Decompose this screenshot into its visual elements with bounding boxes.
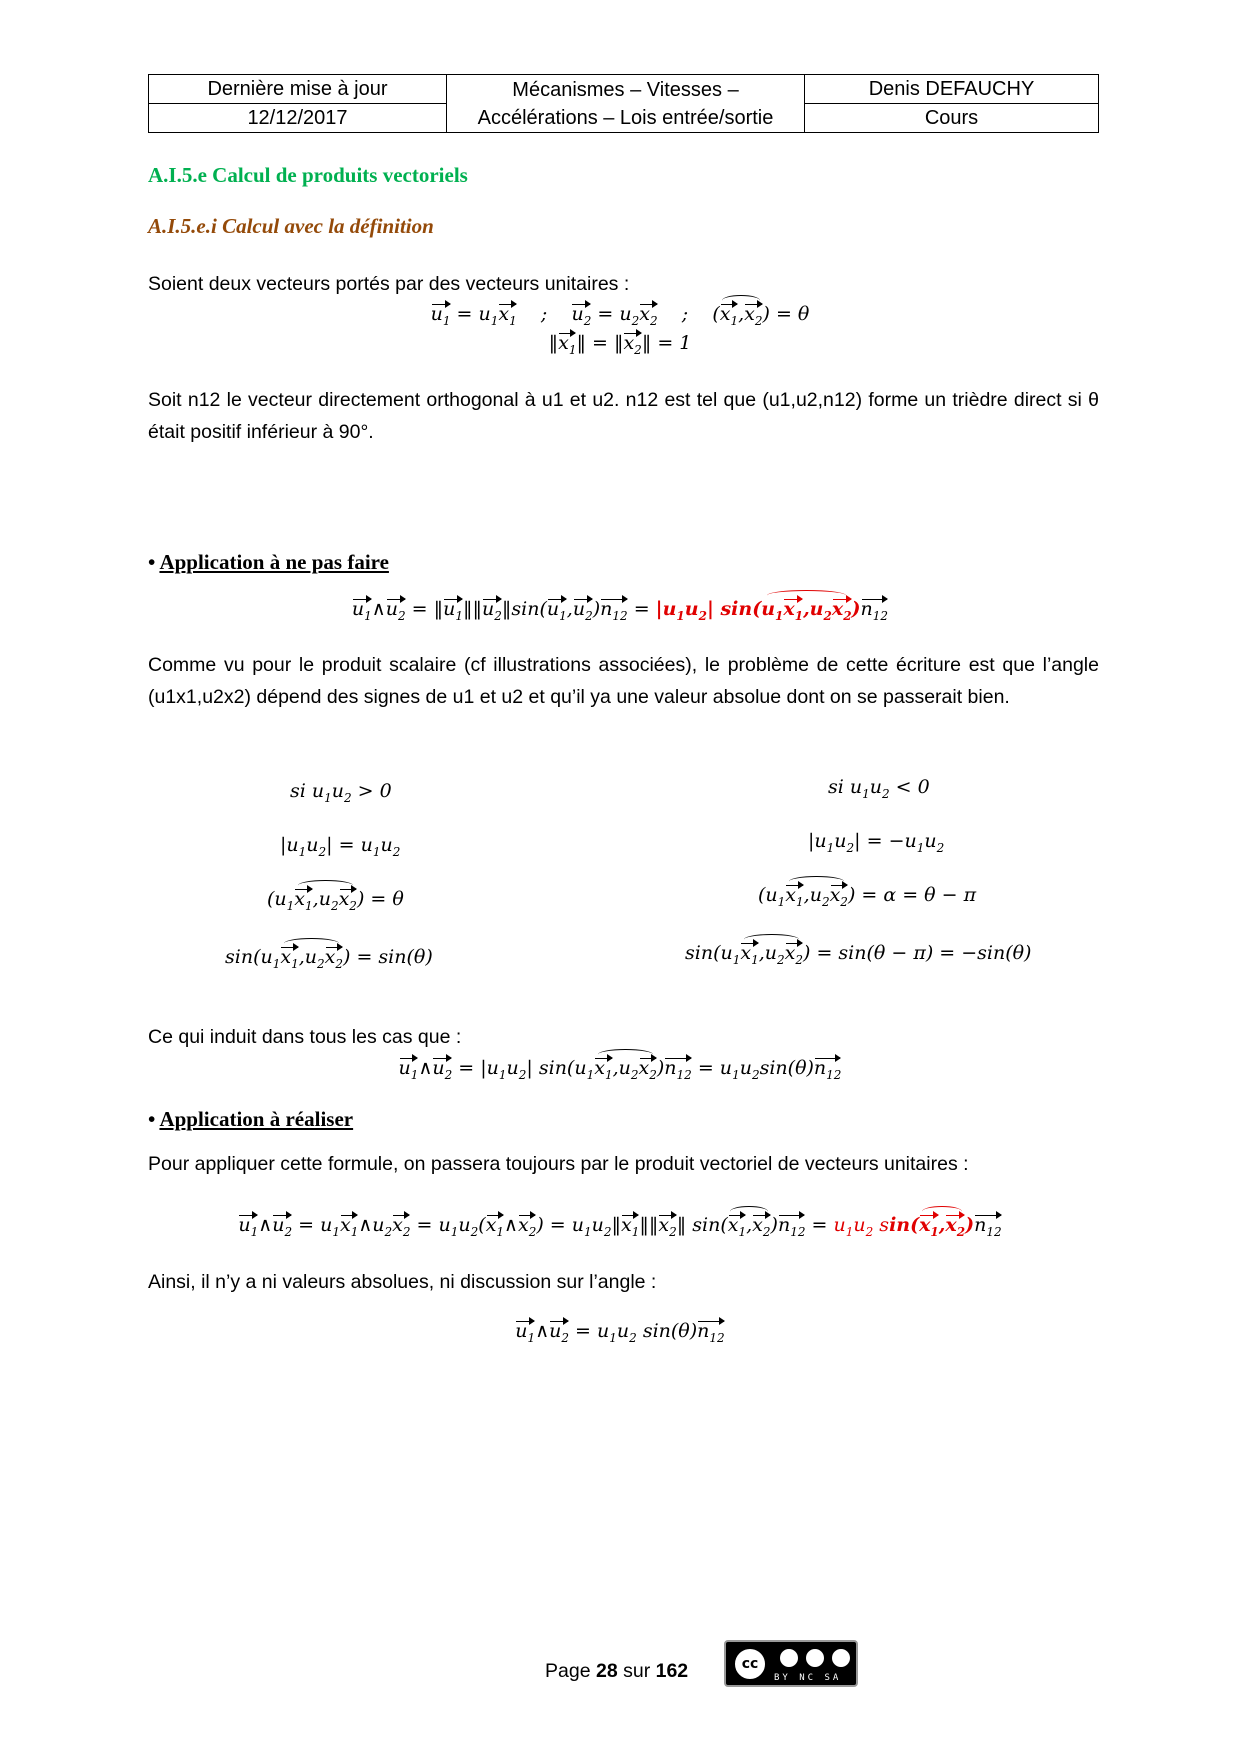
bullet-dont-apply: • Application à ne pas faire bbox=[148, 550, 389, 574]
page-number: 28 bbox=[595, 1660, 618, 1682]
equation-definition: $u_1\wedge u_2$ = $‖u_1‖‖u_2‖\sin(u_1,u_2)n_{12} = |u_1u_2|$ $\sin(u_1x_1,u_2x_2)n_{12}$ bbox=[351, 598, 889, 623]
case-positive-condition: si $u_1u_2 > 0$ bbox=[290, 780, 392, 805]
case-negative-abs: $|u_1u_2| = -u_1u_2$ bbox=[808, 830, 945, 855]
problem-paragraph: Comme vu pour le produit scalaire (cf illustrations associées), le problème de cette écriture est que l’angle (u1x1,u2x2) dépend des signes de u1 et u2 et qu’il ya une valeur absolue dont on se passerait bien. bbox=[148, 654, 1099, 708]
cc-icon: cc bbox=[732, 1646, 768, 1682]
header-author: Denis DEFAUCHY bbox=[805, 75, 1099, 104]
conclusion-intro: Ce qui induit dans tous les cas que : bbox=[148, 1026, 462, 1048]
header-title bbox=[447, 75, 805, 133]
bullet-apply: • Application à réaliser bbox=[148, 1107, 354, 1131]
case-positive-sin: $\sin(u_1x_1,u_2x_2) = \sin(\theta)$ bbox=[225, 946, 433, 971]
equation-all-cases: $u_1\wedge u_2 = |u_1u_2|$ $\sin(u_1x_1,u_2x_2)n_{12} = u_1u_2\sin(\theta)n_{12}$ bbox=[398, 1057, 842, 1082]
header-title-line2: Accélérations – Lois entrée/sortie bbox=[477, 106, 774, 129]
header-table bbox=[148, 74, 1099, 133]
header-update-label: Dernière mise à jour bbox=[149, 75, 447, 104]
equation-norms: $‖x_1‖$ = $‖x_2‖ = 1$ bbox=[548, 332, 692, 357]
header-type: Cours bbox=[805, 104, 1099, 133]
by-icon bbox=[778, 1647, 800, 1669]
method-paragraph: Pour appliquer cette formule, on passera toujours par le produit vectoriel de vecteurs unitaires : bbox=[148, 1153, 969, 1175]
equation-unit-vectors: $u_1 = u_1x_1$ ; $u_2 = u_2x_2$ ; $(x_1,x_2) = \theta$ bbox=[430, 303, 810, 328]
case-negative-sin: $\sin(u_1x_1,u_2x_2) = \sin(\theta - \pi) = -\sin(\theta)$ bbox=[685, 942, 1032, 967]
equation-final: $u_1\wedge u_2 = u_1u_2$ $\sin(\theta)n_{12}$ bbox=[515, 1320, 725, 1345]
creative-commons-logo bbox=[724, 1640, 858, 1687]
page-footer: Page 28 sur 162 bbox=[545, 1660, 689, 1682]
header-date: 12/12/2017 bbox=[149, 104, 447, 133]
case-negative-condition: si $u_1u_2 < 0$ bbox=[828, 776, 930, 801]
case-positive-abs: $|u_1u_2| = u_1u_2$ bbox=[280, 834, 401, 859]
intro-paragraph: Soient deux vecteurs portés par des vecteurs unitaires : bbox=[148, 273, 630, 295]
page-total: 162 bbox=[655, 1660, 689, 1682]
case-negative-angle: $(u_1x_1,u_2x_2) = \alpha = \theta - \pi$ bbox=[758, 884, 977, 909]
subsection-heading: A.I.5.e.i Calcul avec la définition bbox=[148, 214, 434, 238]
sa-icon bbox=[830, 1647, 852, 1669]
final-paragraph: Ainsi, il n’y a ni valeurs absolues, ni discussion sur l’angle : bbox=[148, 1271, 657, 1293]
nc-icon bbox=[804, 1647, 826, 1669]
section-heading: A.I.5.e Calcul de produits vectoriels bbox=[148, 163, 468, 187]
license-label: BY NC SA bbox=[774, 1673, 842, 1683]
case-positive-angle: $(u_1x_1,u_2x_2) = \theta$ bbox=[267, 888, 404, 913]
equation-method: $u_1\wedge u_2$ = $u_1x_1\wedge u_2x_2$ = $u_1u_2(x_1\wedge x_2)$ = $u_1u_2‖x_1‖‖x_2‖$ $\sin(x_1,x_2)n_{12} = u_1u_2$ $\sin(x_1,x_2)n_{12}$ bbox=[238, 1214, 1002, 1239]
header-title-line1: Mécanismes – Vitesses – bbox=[512, 78, 739, 101]
definition-paragraph: Soit n12 le vecteur directement orthogonal à u1 et u2. n12 est tel que (u1,u2,n12) forme un trièdre direct si θ était positif inférieur à 90°. bbox=[148, 389, 1099, 443]
